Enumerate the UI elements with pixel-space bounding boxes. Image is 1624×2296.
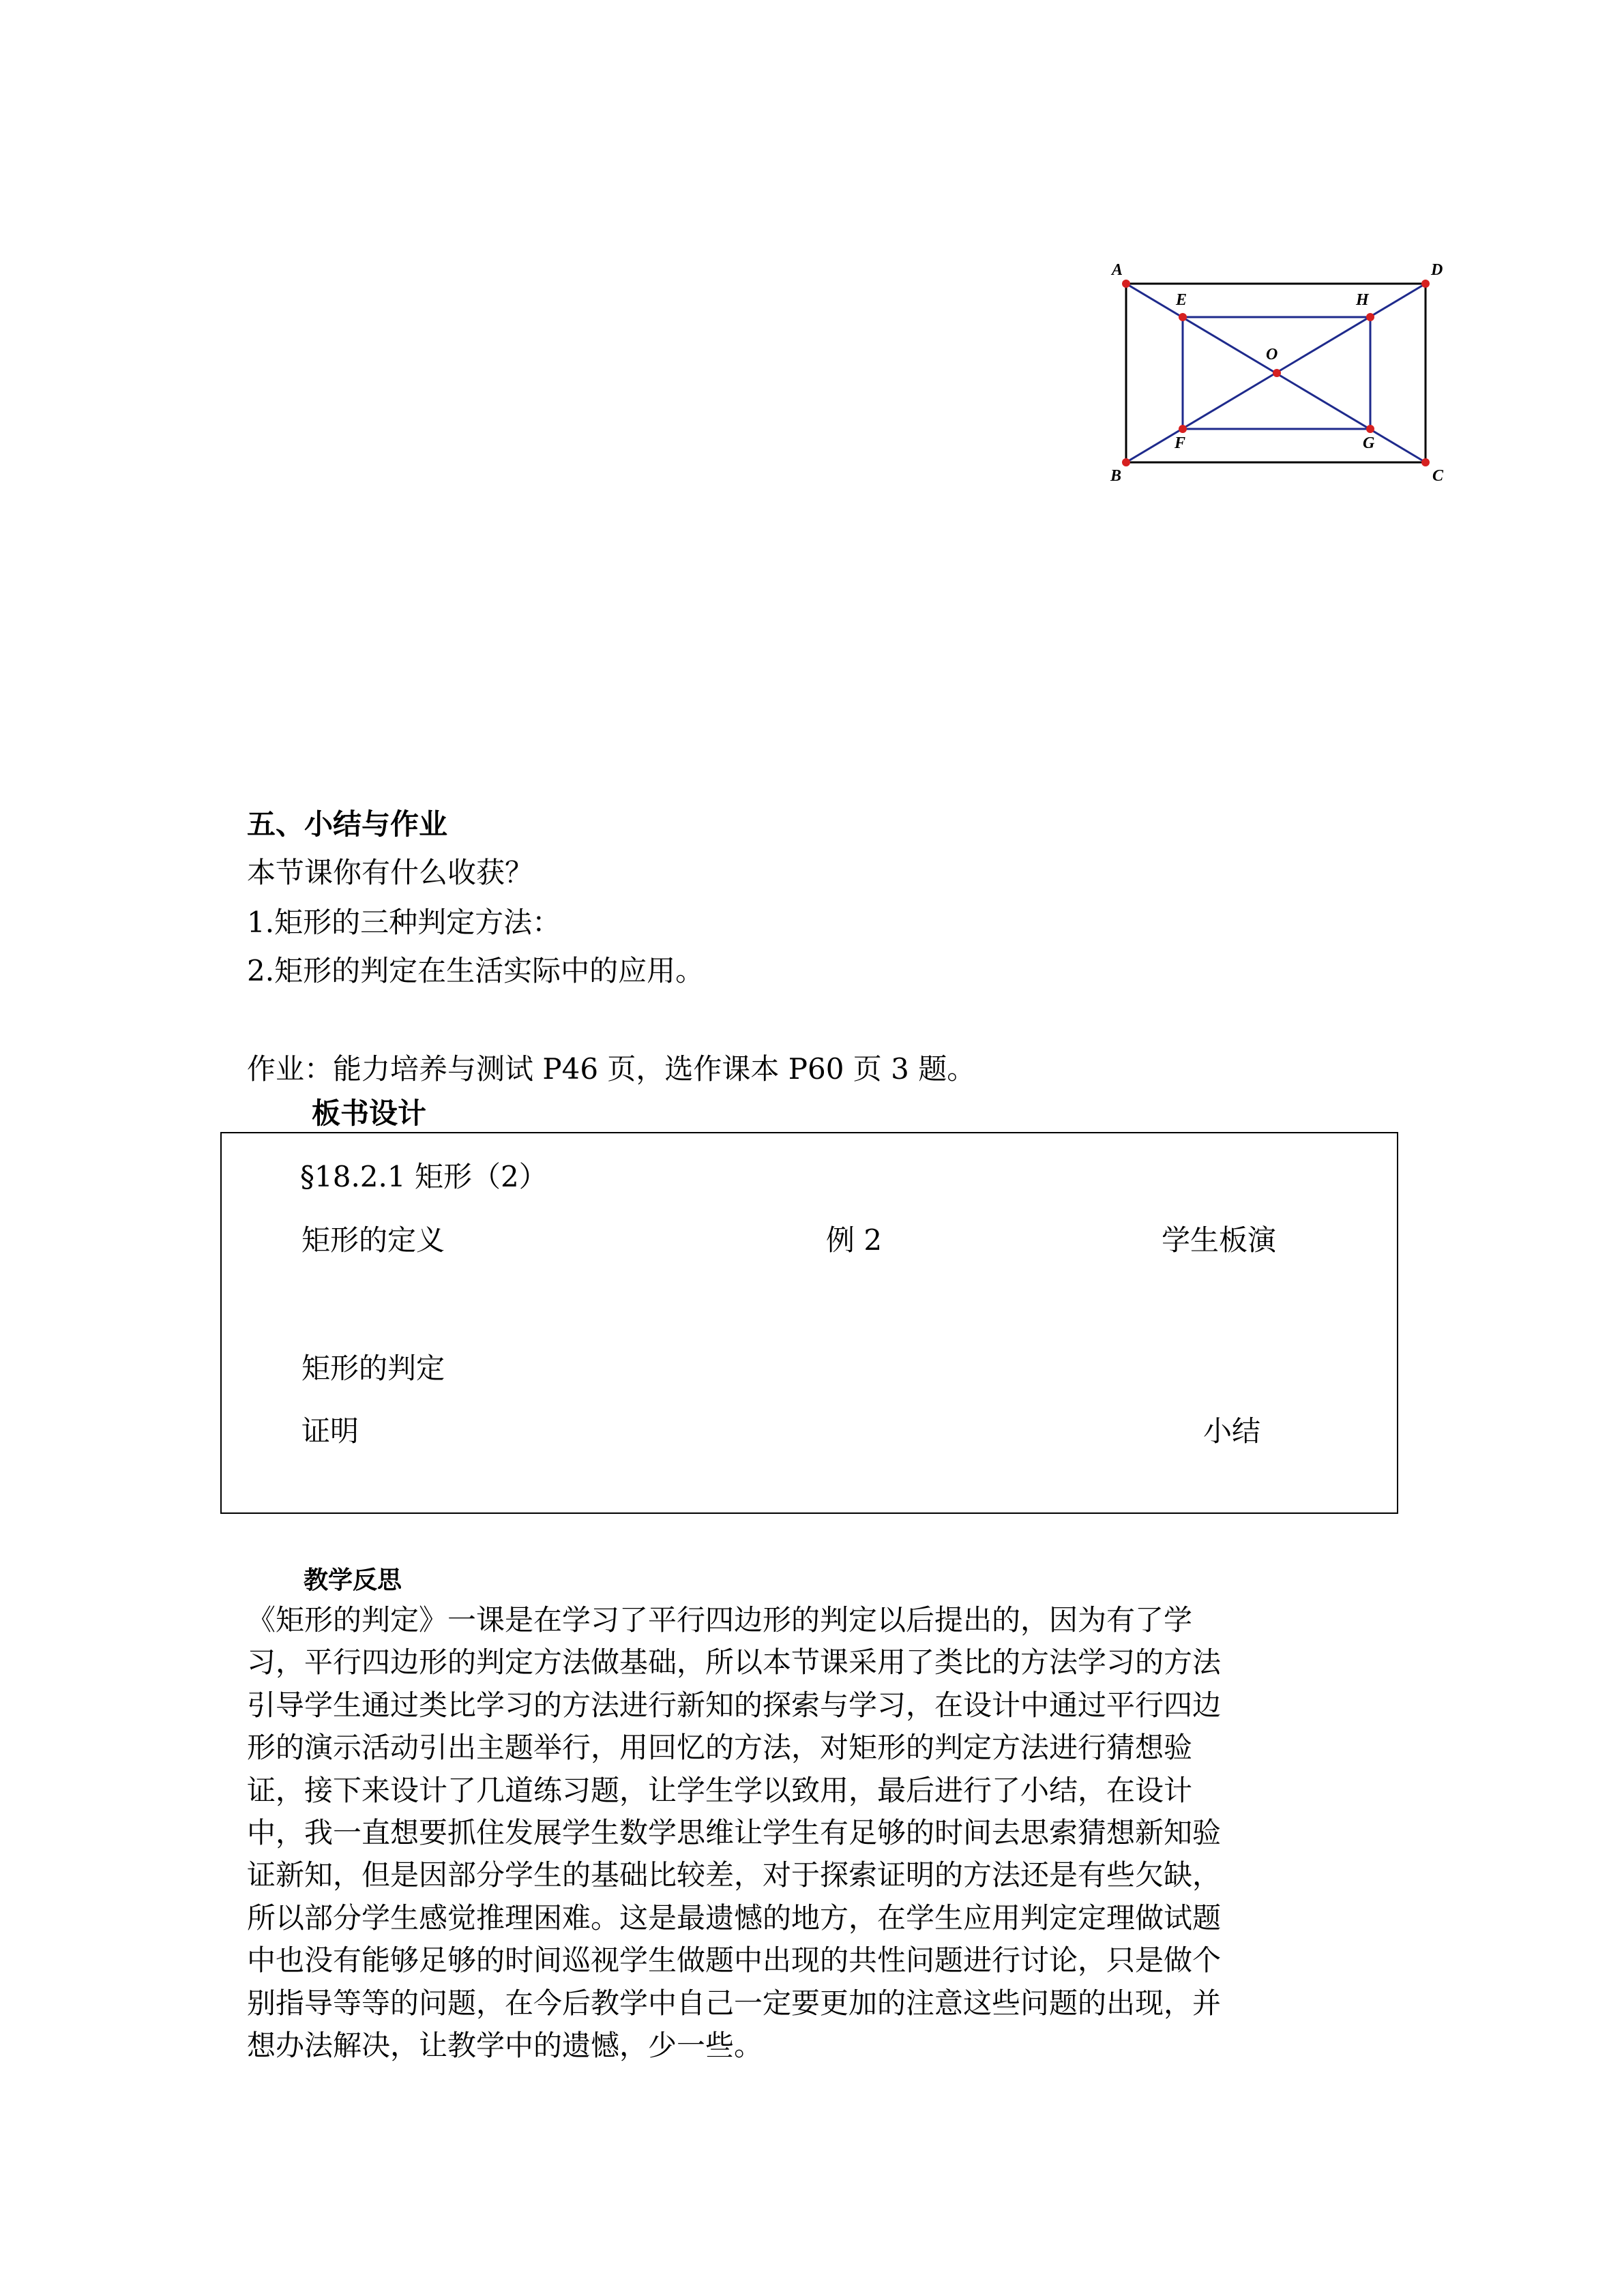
point-o <box>1273 369 1281 377</box>
label-b: B <box>1110 467 1122 485</box>
summary-item-1: 1.矩形的三种判定方法： <box>247 906 561 939</box>
point-d <box>1421 280 1430 288</box>
label-a: A <box>1112 261 1123 279</box>
label-d: D <box>1431 261 1443 279</box>
board-proof: 证明 <box>301 1414 359 1448</box>
board-heading: 板书设计 <box>312 1097 427 1130</box>
reflection-line: 中也没有能够足够的时间巡视学生做题中出现的共性问题进行讨论，只是做个 <box>247 1943 1222 1978</box>
label-h: H <box>1356 291 1369 309</box>
reflection-line: 所以部分学生感觉推理困难。这是最遗憾的地方，在学生应用判定定理做试题 <box>247 1900 1222 1935</box>
point-g <box>1366 425 1374 433</box>
reflection-line: 引导学生通过类比学习的方法进行新知的探索与学习，在设计中通过平行四边 <box>247 1688 1222 1722</box>
board-title: §18.2.1 矩形（2） <box>300 1160 548 1193</box>
point-c <box>1421 458 1430 466</box>
label-g: G <box>1363 434 1375 452</box>
reflection-line: 证新知，但是因部分学生的基础比较差，对于探索证明的方法还是有些欠缺， <box>247 1858 1222 1892</box>
point-b <box>1122 458 1130 466</box>
point-f <box>1179 425 1187 433</box>
reflection-line: 中，我一直想要抓住发展学生数学思维让学生有足够的时间去思索猜想新知验 <box>247 1816 1222 1850</box>
label-o: O <box>1266 346 1278 363</box>
reflection-line: 形的演示活动引出主题举行，用回忆的方法，对矩形的判定方法进行猜想验 <box>247 1731 1193 1765</box>
reflection-paragraph <box>247 1599 1372 2067</box>
point-e <box>1179 313 1187 321</box>
board-example: 例 2 <box>826 1223 883 1257</box>
reflection-line: 习，平行四边形的判定方法做基础，所以本节课采用了类比的方法学习的方法 <box>247 1645 1222 1680</box>
homework: 作业：能力培养与测试 P46 页，选作课本 P60 页 3 题。 <box>247 1052 976 1086</box>
label-c: C <box>1432 467 1444 485</box>
reflection-line: 《矩形的判定》一课是在学习了平行四边形的判定以后提出的，因为有了学 <box>247 1603 1193 1637</box>
summary-heading: 五、小结与作业 <box>247 807 448 841</box>
board-judgement: 矩形的判定 <box>301 1352 445 1385</box>
board-summary: 小结 <box>1203 1414 1261 1448</box>
rectangle-figure <box>1105 256 1460 488</box>
summary-question: 本节课你有什么收获？ <box>247 856 534 889</box>
reflection-line: 想办法解决，让教学中的遗憾，少一些。 <box>247 2029 763 2063</box>
label-f: F <box>1175 434 1186 452</box>
label-e: E <box>1176 291 1187 309</box>
reflection-line: 证，接下来设计了几道练习题，让学生学以致用，最后进行了小结，在设计 <box>247 1773 1193 1807</box>
reflection-line: 别指导等等的问题，在今后教学中自己一定要更加的注意这些问题的出现，并 <box>247 1986 1222 2020</box>
point-a <box>1122 280 1130 288</box>
summary-item-2: 2.矩形的判定在生活实际中的应用。 <box>247 954 705 987</box>
reflection-heading: 教学反思 <box>304 1566 402 1594</box>
point-h <box>1366 313 1374 321</box>
board-student-demo: 学生板演 <box>1162 1223 1277 1257</box>
board-definition: 矩形的定义 <box>301 1223 445 1257</box>
